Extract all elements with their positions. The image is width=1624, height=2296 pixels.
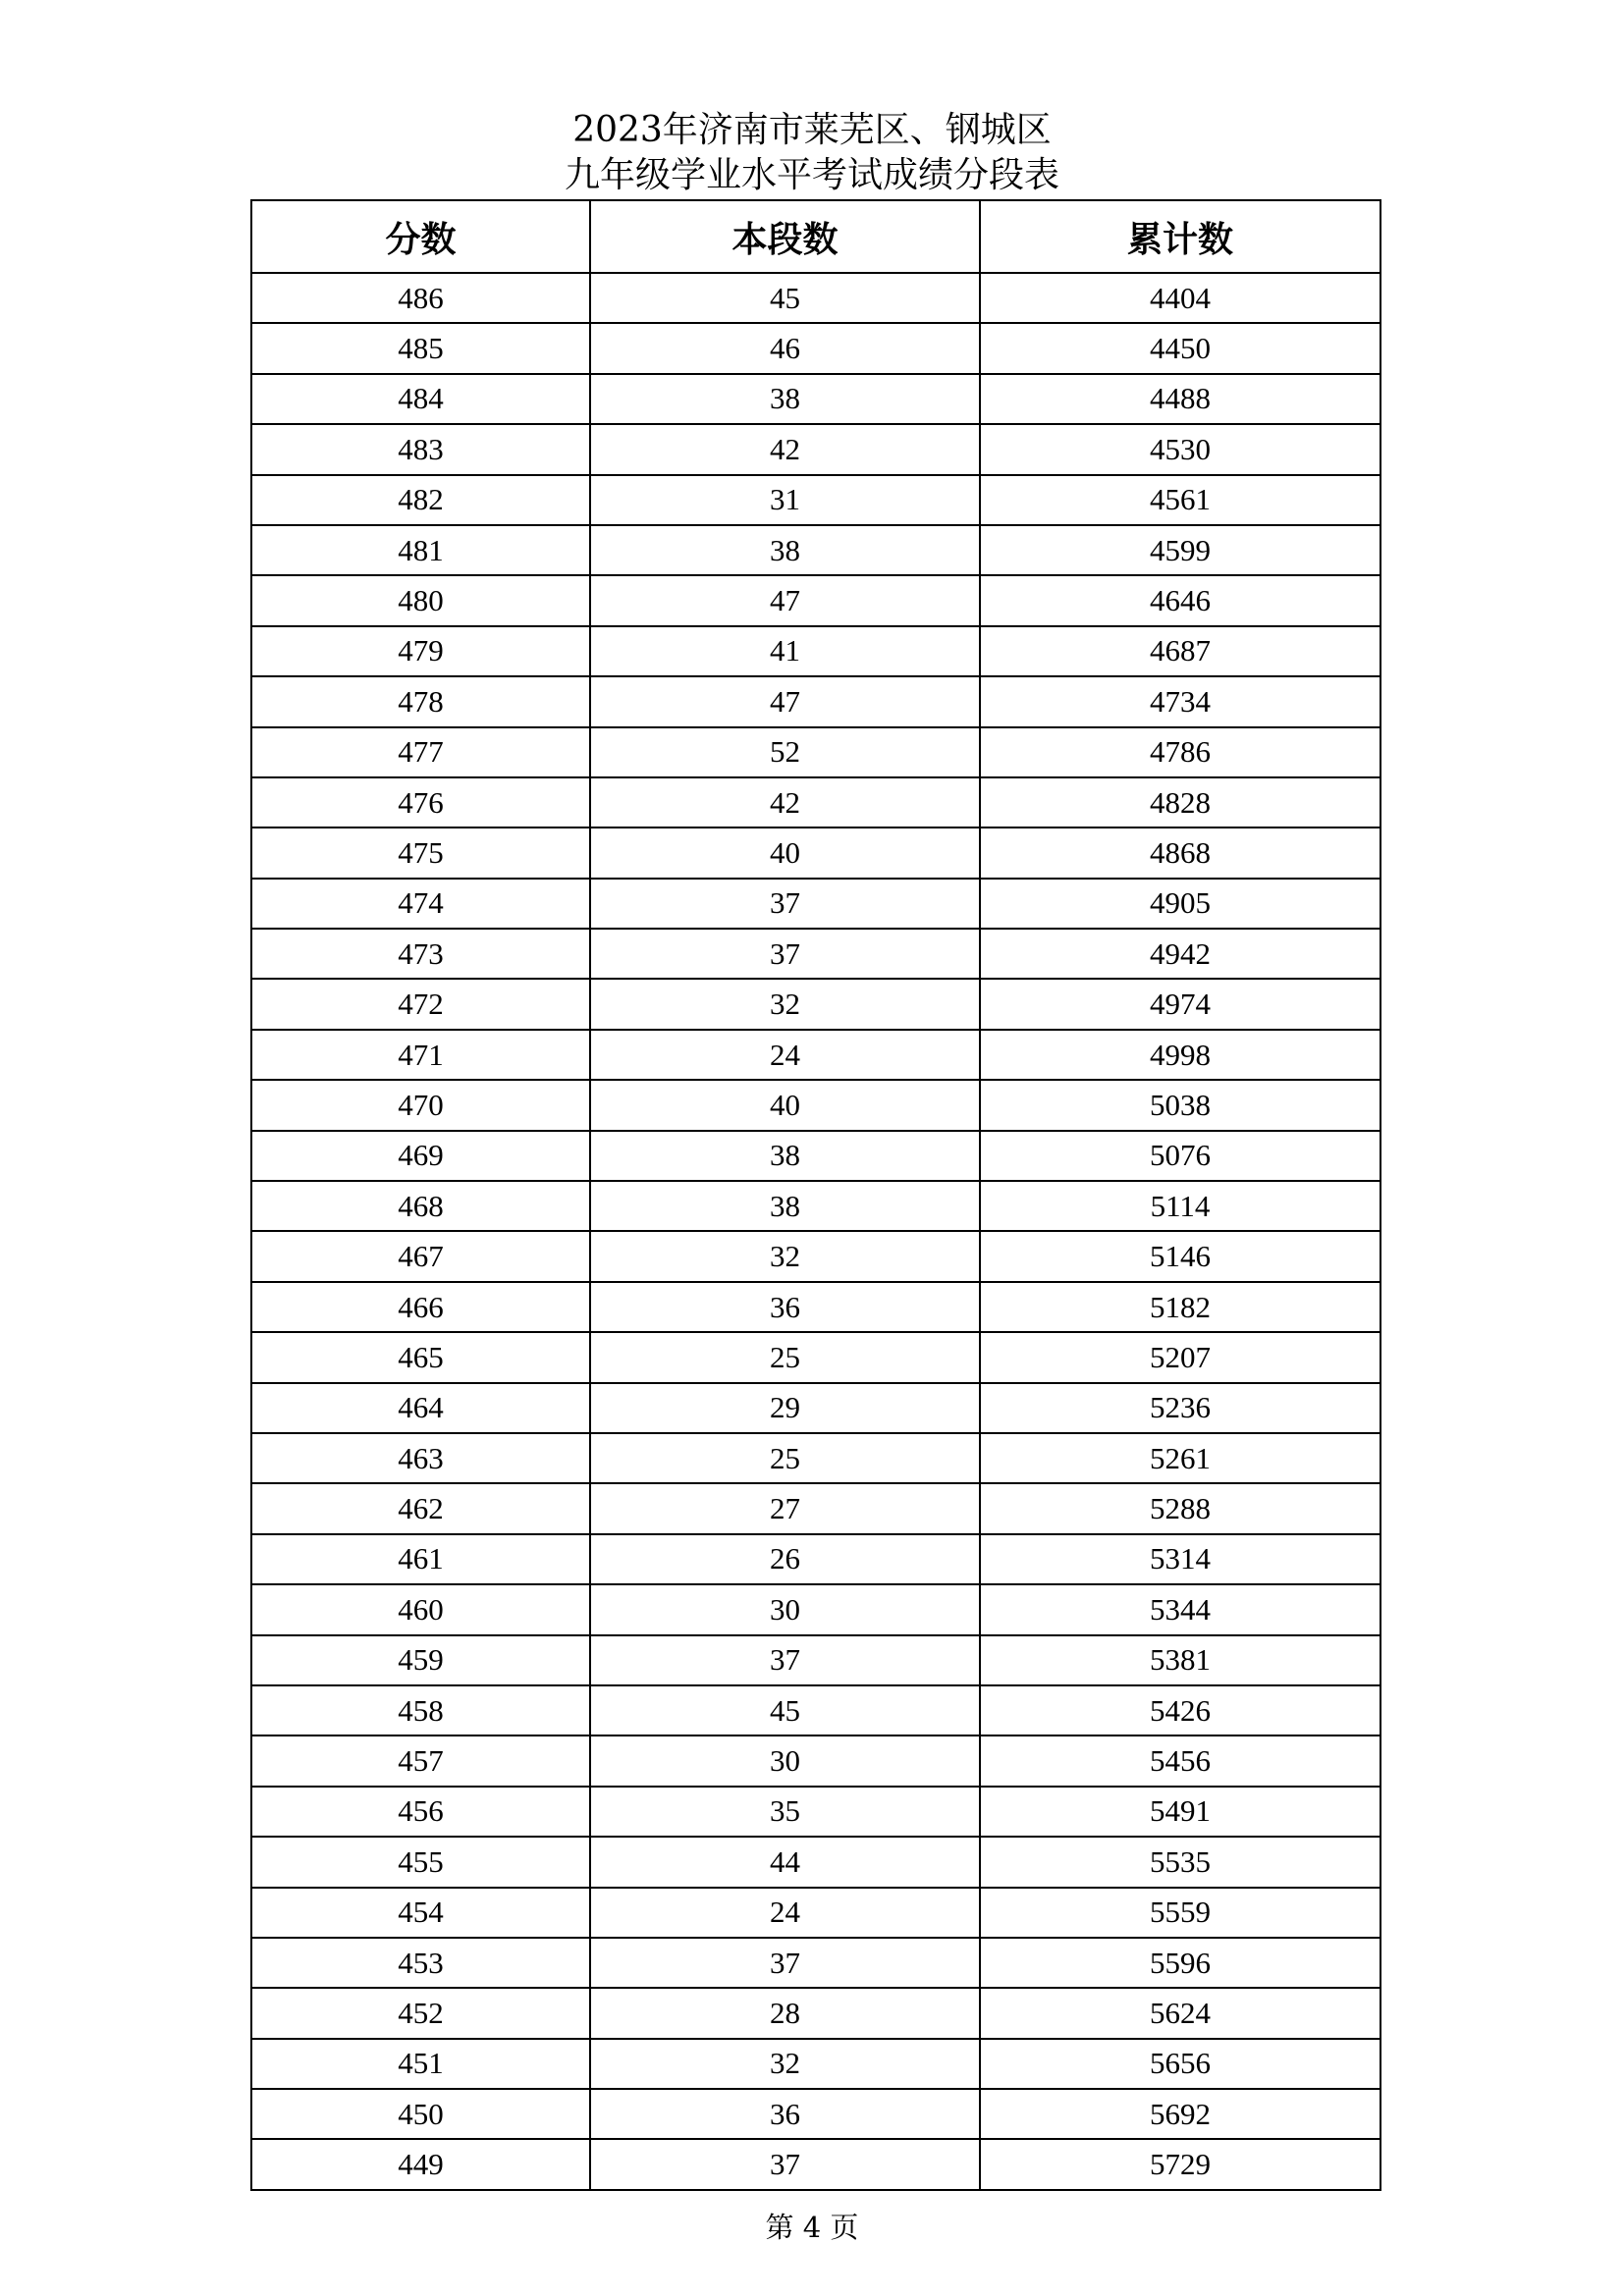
- cell-segment-count: 31: [590, 475, 980, 525]
- table-row: [251, 626, 1380, 676]
- cell-cumulative-count: 5182: [980, 1282, 1380, 1332]
- cell-cumulative-count: 4905: [980, 879, 1380, 929]
- header-score: 分数: [251, 200, 590, 273]
- cell-segment-count: 27: [590, 1483, 980, 1533]
- cell-score: 461: [251, 1534, 590, 1584]
- cell-cumulative-count: 5729: [980, 2139, 1380, 2189]
- cell-score: 468: [251, 1181, 590, 1231]
- cell-cumulative-count: 5456: [980, 1735, 1380, 1786]
- cell-cumulative-count: 5344: [980, 1584, 1380, 1634]
- table-row: [251, 1383, 1380, 1433]
- cell-cumulative-count: 5261: [980, 1433, 1380, 1483]
- cell-segment-count: 36: [590, 2089, 980, 2139]
- cell-segment-count: 42: [590, 424, 980, 474]
- table-row: [251, 1735, 1380, 1786]
- cell-cumulative-count: 4734: [980, 676, 1380, 726]
- cell-cumulative-count: 4687: [980, 626, 1380, 676]
- cell-score: 482: [251, 475, 590, 525]
- table-row: [251, 1483, 1380, 1533]
- table-row: [251, 575, 1380, 625]
- cell-segment-count: 25: [590, 1433, 980, 1483]
- cell-score: 470: [251, 1080, 590, 1130]
- table-row: [251, 475, 1380, 525]
- cell-cumulative-count: 5207: [980, 1332, 1380, 1382]
- cell-score: 473: [251, 929, 590, 979]
- cell-score: 460: [251, 1584, 590, 1634]
- cell-score: 452: [251, 1988, 590, 2038]
- cell-score: 467: [251, 1231, 590, 1281]
- cell-segment-count: 36: [590, 1282, 980, 1332]
- table-row: [251, 2139, 1380, 2189]
- table-row: [251, 1787, 1380, 1837]
- cell-score: 459: [251, 1635, 590, 1685]
- cell-score: 484: [251, 374, 590, 424]
- cell-score: 474: [251, 879, 590, 929]
- cell-score: 456: [251, 1787, 590, 1837]
- cell-cumulative-count: 4868: [980, 828, 1380, 878]
- cell-cumulative-count: 4404: [980, 273, 1380, 323]
- table-row: [251, 1332, 1380, 1382]
- table-row: [251, 1837, 1380, 1887]
- cell-cumulative-count: 4998: [980, 1030, 1380, 1080]
- cell-cumulative-count: 5426: [980, 1685, 1380, 1735]
- table-row: [251, 1685, 1380, 1735]
- cell-score: 469: [251, 1131, 590, 1181]
- cell-score: 450: [251, 2089, 590, 2139]
- cell-segment-count: 40: [590, 828, 980, 878]
- table-row: [251, 1181, 1380, 1231]
- cell-score: 477: [251, 727, 590, 777]
- cell-cumulative-count: 5038: [980, 1080, 1380, 1130]
- cell-score: 483: [251, 424, 590, 474]
- cell-score: 479: [251, 626, 590, 676]
- cell-cumulative-count: 4828: [980, 777, 1380, 828]
- table-row: [251, 777, 1380, 828]
- table-row: [251, 1635, 1380, 1685]
- cell-segment-count: 42: [590, 777, 980, 828]
- header-cumulative-count: 累计数: [980, 200, 1380, 273]
- cell-segment-count: 37: [590, 2139, 980, 2189]
- cell-score: 453: [251, 1938, 590, 1988]
- cell-cumulative-count: 5288: [980, 1483, 1380, 1533]
- cell-segment-count: 38: [590, 374, 980, 424]
- cell-segment-count: 46: [590, 323, 980, 373]
- cell-segment-count: 32: [590, 2039, 980, 2089]
- cell-cumulative-count: 4786: [980, 727, 1380, 777]
- cell-segment-count: 29: [590, 1383, 980, 1433]
- table-row: [251, 1988, 1380, 2038]
- table-body: [251, 273, 1380, 2190]
- cell-segment-count: 47: [590, 575, 980, 625]
- cell-cumulative-count: 5314: [980, 1534, 1380, 1584]
- table-row: [251, 1433, 1380, 1483]
- cell-cumulative-count: 5491: [980, 1787, 1380, 1837]
- table-row: [251, 727, 1380, 777]
- table-row: [251, 273, 1380, 323]
- table-row: [251, 1030, 1380, 1080]
- cell-cumulative-count: 5114: [980, 1181, 1380, 1231]
- cell-segment-count: 38: [590, 1131, 980, 1181]
- table-row: [251, 1534, 1380, 1584]
- score-distribution-table: [250, 199, 1381, 2191]
- document-title: 2023年济南市莱芜区、钢城区: [572, 110, 1052, 150]
- cell-segment-count: 38: [590, 525, 980, 575]
- table-row: [251, 1231, 1380, 1281]
- table-row: [251, 2039, 1380, 2089]
- cell-segment-count: 35: [590, 1787, 980, 1837]
- cell-segment-count: 24: [590, 1030, 980, 1080]
- cell-segment-count: 30: [590, 1735, 980, 1786]
- cell-score: 457: [251, 1735, 590, 1786]
- cell-segment-count: 37: [590, 929, 980, 979]
- cell-cumulative-count: 5236: [980, 1383, 1380, 1433]
- cell-cumulative-count: 5535: [980, 1837, 1380, 1887]
- cell-cumulative-count: 5656: [980, 2039, 1380, 2089]
- cell-score: 464: [251, 1383, 590, 1433]
- cell-score: 458: [251, 1685, 590, 1735]
- cell-score: 454: [251, 1888, 590, 1938]
- cell-score: 449: [251, 2139, 590, 2189]
- cell-score: 465: [251, 1332, 590, 1382]
- table-row: [251, 1584, 1380, 1634]
- table-row: [251, 676, 1380, 726]
- table-row: [251, 424, 1380, 474]
- cell-segment-count: 28: [590, 1988, 980, 2038]
- table-row: [251, 1888, 1380, 1938]
- table-row: [251, 1938, 1380, 1988]
- document-subtitle: 九年级学业水平考试成绩分段表: [564, 155, 1059, 195]
- cell-segment-count: 52: [590, 727, 980, 777]
- cell-cumulative-count: 5381: [980, 1635, 1380, 1685]
- cell-score: 478: [251, 676, 590, 726]
- cell-cumulative-count: 4488: [980, 374, 1380, 424]
- table-row: [251, 374, 1380, 424]
- cell-segment-count: 30: [590, 1584, 980, 1634]
- cell-score: 471: [251, 1030, 590, 1080]
- cell-segment-count: 25: [590, 1332, 980, 1382]
- cell-segment-count: 32: [590, 979, 980, 1029]
- cell-score: 462: [251, 1483, 590, 1533]
- cell-segment-count: 37: [590, 879, 980, 929]
- cell-cumulative-count: 4530: [980, 424, 1380, 474]
- cell-score: 455: [251, 1837, 590, 1887]
- cell-cumulative-count: 5624: [980, 1988, 1380, 2038]
- table-row: [251, 2089, 1380, 2139]
- cell-segment-count: 37: [590, 1938, 980, 1988]
- cell-cumulative-count: 4646: [980, 575, 1380, 625]
- cell-cumulative-count: 5596: [980, 1938, 1380, 1988]
- cell-score: 451: [251, 2039, 590, 2089]
- cell-segment-count: 26: [590, 1534, 980, 1584]
- table-header-row: [251, 200, 1380, 273]
- page-number: 第 4 页: [765, 2211, 859, 2244]
- header-segment-count: 本段数: [590, 200, 980, 273]
- cell-segment-count: 45: [590, 273, 980, 323]
- cell-segment-count: 44: [590, 1837, 980, 1887]
- cell-cumulative-count: 5692: [980, 2089, 1380, 2139]
- table-row: [251, 1282, 1380, 1332]
- table-row: [251, 979, 1380, 1029]
- cell-score: 472: [251, 979, 590, 1029]
- cell-cumulative-count: 4599: [980, 525, 1380, 575]
- cell-score: 475: [251, 828, 590, 878]
- cell-segment-count: 47: [590, 676, 980, 726]
- table-row: [251, 879, 1380, 929]
- cell-cumulative-count: 5076: [980, 1131, 1380, 1181]
- table-row: [251, 323, 1380, 373]
- cell-score: 476: [251, 777, 590, 828]
- cell-segment-count: 45: [590, 1685, 980, 1735]
- cell-score: 480: [251, 575, 590, 625]
- cell-cumulative-count: 4942: [980, 929, 1380, 979]
- cell-score: 481: [251, 525, 590, 575]
- cell-cumulative-count: 4561: [980, 475, 1380, 525]
- cell-cumulative-count: 5559: [980, 1888, 1380, 1938]
- cell-segment-count: 37: [590, 1635, 980, 1685]
- table-row: [251, 525, 1380, 575]
- table-row: [251, 828, 1380, 878]
- table-row: [251, 1080, 1380, 1130]
- cell-segment-count: 38: [590, 1181, 980, 1231]
- cell-score: 485: [251, 323, 590, 373]
- cell-score: 466: [251, 1282, 590, 1332]
- cell-segment-count: 32: [590, 1231, 980, 1281]
- cell-score: 486: [251, 273, 590, 323]
- table-row: [251, 929, 1380, 979]
- cell-score: 463: [251, 1433, 590, 1483]
- cell-cumulative-count: 4974: [980, 979, 1380, 1029]
- cell-segment-count: 40: [590, 1080, 980, 1130]
- table-row: [251, 1131, 1380, 1181]
- cell-cumulative-count: 5146: [980, 1231, 1380, 1281]
- cell-segment-count: 24: [590, 1888, 980, 1938]
- cell-segment-count: 41: [590, 626, 980, 676]
- cell-cumulative-count: 4450: [980, 323, 1380, 373]
